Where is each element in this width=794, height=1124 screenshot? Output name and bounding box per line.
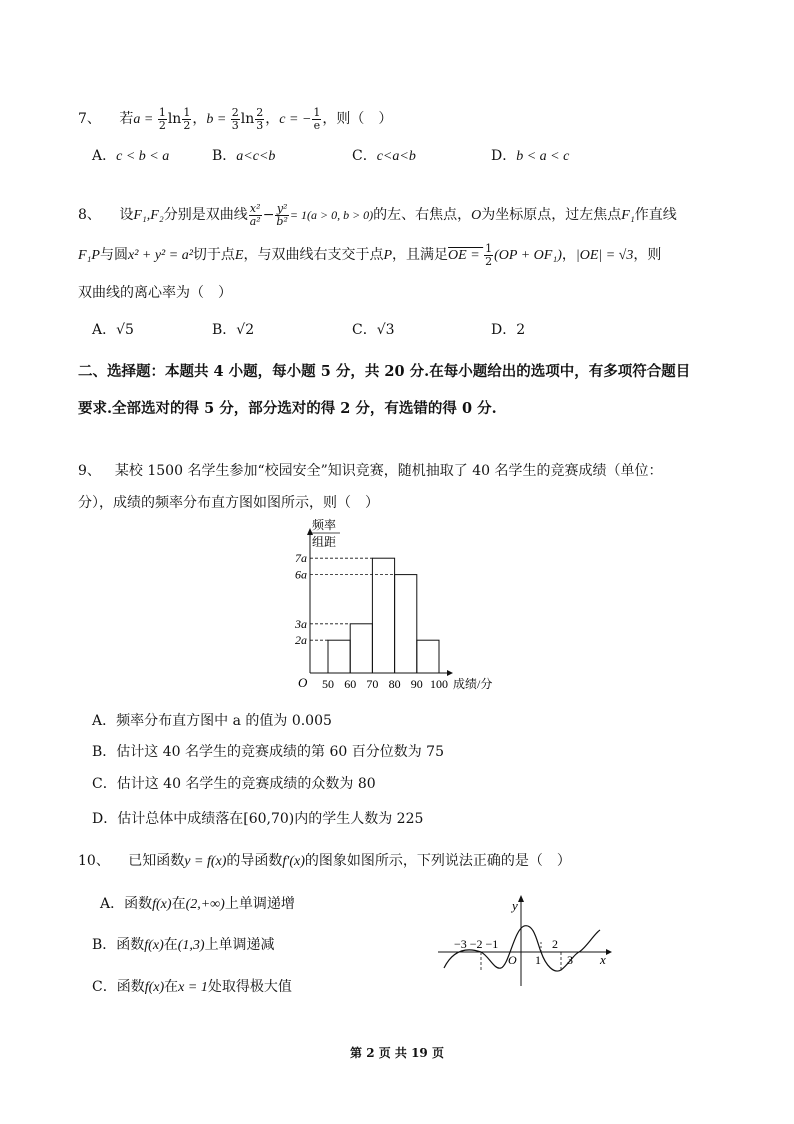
- graph-tick-3: 3: [567, 953, 573, 967]
- hist-y-tick-label: 7a: [295, 551, 307, 566]
- hist-bar: [417, 640, 439, 673]
- hist-bar: [350, 624, 372, 673]
- q7-option-d[interactable]: D．b < a < c: [491, 148, 570, 164]
- graph-x-label: x: [600, 952, 606, 967]
- q8-option-a[interactable]: A．√5: [92, 322, 134, 338]
- q7-option-a[interactable]: A．c < b < a: [92, 148, 170, 164]
- q10-line1: 10、 已知函数y = f(x)的导函数f′(x)的图象如图所示，下列说法正确的是（ ）: [78, 853, 571, 869]
- graph-tick-2: 2: [552, 937, 558, 951]
- hist-y-tick-label: 6a: [295, 567, 307, 582]
- hist-x-tick-label: 70: [366, 677, 379, 691]
- graph-tick-1: 1: [535, 953, 541, 967]
- q8-number: 8、: [78, 207, 101, 223]
- q8-y2-over-b2: $\frac{\text{y²}}{\text{b²}}$: [276, 201, 288, 228]
- q10-number: 10、: [78, 853, 110, 869]
- q10-option-a[interactable]: A．函数f(x)在(2,+∞)上单调递增: [100, 896, 295, 912]
- q8-option-b[interactable]: B．√2: [212, 322, 255, 338]
- q9-option-c[interactable]: C．估计这 40 名学生的竞赛成绩的众数为 80: [92, 776, 376, 792]
- section2-line1: 二、选择题：本题共 4 小题，每小题 5 分，共 20 分.在每小题给出的选项中，有多项符合题目: [78, 363, 691, 380]
- q8-abs-oe: |OE| = √3: [575, 248, 634, 263]
- hist-bar: [372, 558, 394, 673]
- q8-half: $\frac{1}{2}$: [485, 241, 493, 268]
- graph-origin: O: [508, 953, 517, 967]
- q8-x2-over-a2: $\frac{\text{x²}}{\text{a²}}$: [249, 201, 261, 228]
- q7-if: 若: [119, 111, 134, 127]
- graph-neg-ticks: −3 −2 −1: [454, 937, 499, 951]
- q7-a-fraction: $\frac{1}{2}$: [158, 105, 166, 132]
- q8-line2: F₁P与圆x² + y² = a²切于点E，与双曲线右支交于点P，且满足OE = $\frac{1}{2}$ (OP + OF₁)，|OE| = √3，则: [78, 241, 662, 268]
- y-axis-arrow-icon: [518, 895, 524, 902]
- hist-x-tick-label: 60: [344, 677, 357, 691]
- hist-x-tick-label: 50: [322, 677, 334, 691]
- hist-x-tick-label: 100: [430, 677, 448, 691]
- q8-vector-oe: OE =: [448, 248, 484, 263]
- q9-line1: 9、 某校 1500 名学生参加“校园安全”知识竞赛，随机抽取了 40 名学生的竞赛成绩（单位：: [78, 463, 663, 479]
- q7-c-fraction: $\frac{1}{e}$: [313, 105, 321, 132]
- q7-b-lhs: b =: [206, 112, 230, 127]
- q7-b-ln: ln: [240, 111, 255, 127]
- hist-y-tick-label: 2a: [295, 633, 307, 648]
- hist-bar: [328, 640, 350, 673]
- q7-b-fraction-2: $\frac{2}{3}$: [256, 105, 264, 132]
- q8-line1: 8、 设F₁,F₂分别是双曲线 $\frac{\text{x²}}{\text{a²}}$ − $\frac{\text{y²}}{\text{b²}}$ = 1(a > 0, b > 0)的左、右焦点，O为坐标原点，过左焦点F₁作直线: [78, 201, 677, 228]
- q8-line3: 双曲线的离心率为（ ）: [78, 285, 232, 301]
- section2-line2: 要求.全部选对的得 5 分，部分选对的得 2 分，有选错的得 0 分.: [78, 400, 497, 417]
- hist-y-tick-label: 3a: [295, 616, 307, 631]
- q7-tail: ，则（ ）: [322, 111, 393, 127]
- q10-option-b[interactable]: B．函数f(x)在(1,3)上单调递减: [92, 937, 275, 953]
- q9-option-b[interactable]: B．估计这 40 名学生的竞赛成绩的第 60 百分位数为 75: [92, 744, 444, 760]
- x-axis-arrow-icon: [606, 949, 612, 955]
- q7-a-fraction-2: $\frac{1}{2}$: [183, 105, 191, 132]
- hist-y-label-top: 频率: [312, 518, 337, 532]
- hist-bar: [395, 575, 417, 673]
- q7-b-fraction: $\frac{2}{3}$: [231, 105, 239, 132]
- page-footer: 第 2 页 共 19 页: [350, 1046, 444, 1060]
- hist-x-tick-label: 90: [410, 677, 423, 691]
- graph-y-label: y: [512, 898, 518, 913]
- q9-histogram: [280, 515, 520, 700]
- q9-line2: 分），成绩的频率分布直方图如图所示，则（ ）: [78, 495, 379, 511]
- q9-option-d[interactable]: D．估计总体中成绩落在[60,70)内的学生人数为 225: [92, 811, 424, 827]
- q8-option-d[interactable]: D．2: [491, 322, 526, 338]
- q10-derivative-graph: [434, 890, 614, 990]
- q7-option-c[interactable]: C．c<a<b: [352, 148, 416, 164]
- q7-c-lhs: c = −: [279, 112, 312, 127]
- q8-hyperbola-condition: = 1(a > 0, b > 0): [289, 208, 374, 222]
- q7-a-ln: ln: [167, 111, 182, 127]
- hist-y-label-bottom: 组距: [312, 535, 337, 549]
- q9-number: 9、: [78, 463, 101, 479]
- hist-x-label: 成绩/分: [453, 677, 493, 691]
- q7-number: 7、: [78, 111, 101, 127]
- q9-option-a[interactable]: A．频率分布直方图中 a 的值为 0.005: [92, 713, 332, 729]
- hist-origin: O: [298, 675, 308, 690]
- q10-option-c[interactable]: C．函数f(x)在x = 1处取得极大值: [92, 979, 292, 995]
- q7-option-b[interactable]: B．a<c<b: [212, 148, 276, 164]
- hist-x-arrow-icon: [447, 670, 453, 676]
- q8-vector-sum: (OP + OF₁): [494, 248, 562, 263]
- hist-x-tick-label: 80: [388, 677, 401, 691]
- q8-option-c[interactable]: C．√3: [352, 322, 395, 338]
- q7-a-lhs: a =: [133, 112, 157, 127]
- q7-stem: 7、 若a = $\frac{1}{2}$ ln $\frac{1}{2}$ ，b = $\frac{2}{3}$ ln $\frac{2}{3}$ ，c = − $\frac{1}{e}$ ，则（ ）: [78, 105, 393, 132]
